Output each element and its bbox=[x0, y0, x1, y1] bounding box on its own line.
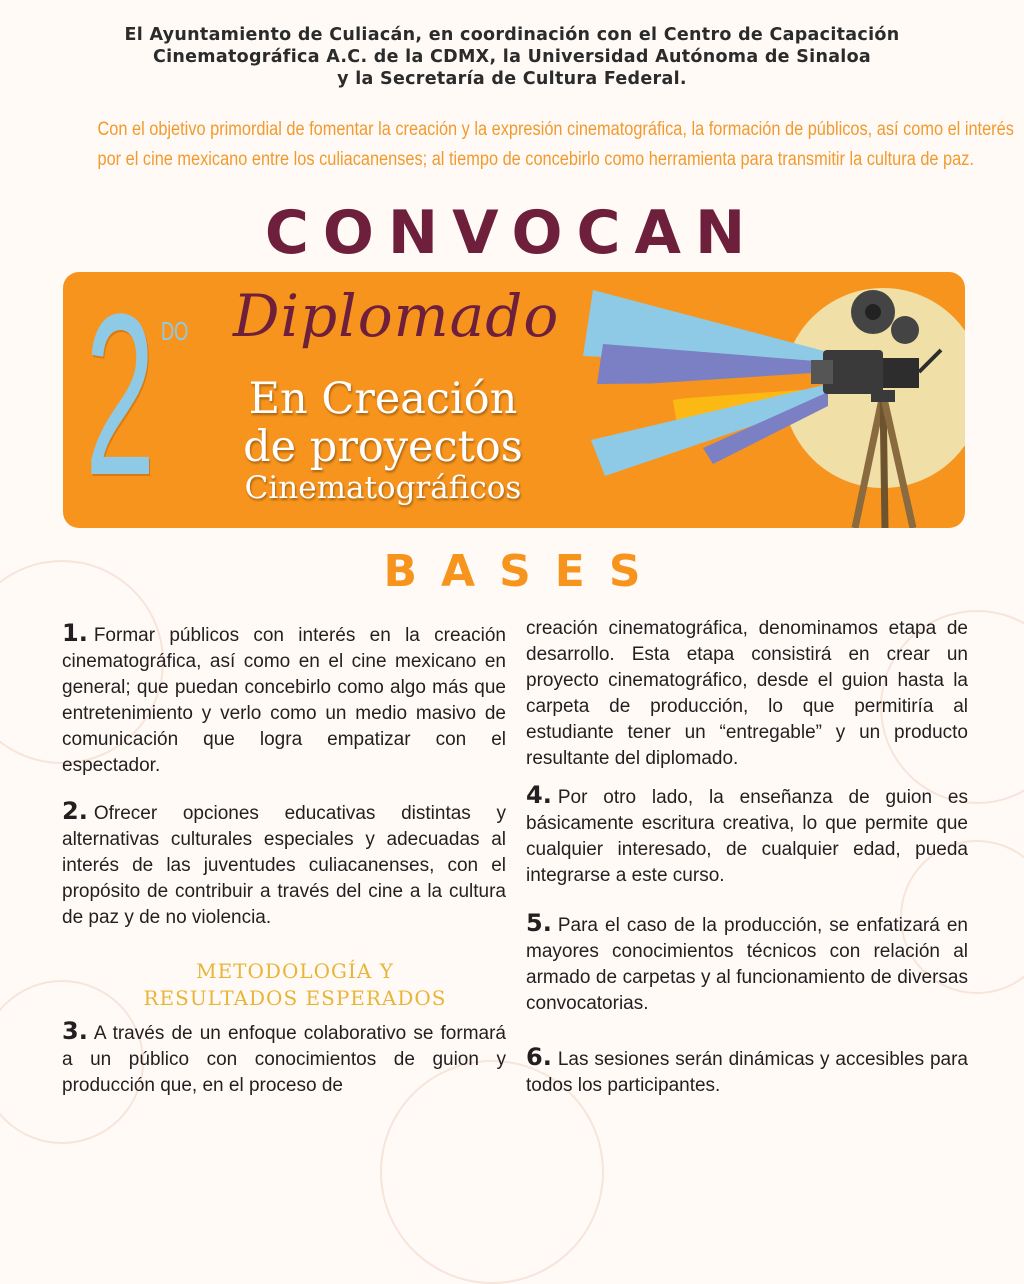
organizers-header bbox=[60, 24, 964, 90]
subhead-line: RESULTADOS ESPERADOS bbox=[143, 986, 447, 1010]
item-text: A través de un enfoque colaborativo se formará a un público con conocimientos de guion y producción que, en el proceso de bbox=[62, 1023, 506, 1096]
item-number: 1. bbox=[62, 619, 88, 647]
base-item-1 bbox=[62, 620, 506, 779]
subhead-line: METODOLOGÍA Y bbox=[196, 959, 394, 983]
objective-line: por el cine mexicano entre los culiacanenses; al tiempo de concebirlo como herramienta para transmitir la cultura de paz. bbox=[97, 149, 974, 170]
banner-line: Cinematográficos bbox=[244, 470, 522, 506]
header-line: Cinematográfica A.C. de la CDMX, la Universidad Autónoma de Sinaloa bbox=[152, 47, 872, 67]
edition-ordinal: DO bbox=[161, 316, 189, 346]
header-line: y la Secretaría de Cultura Federal. bbox=[337, 69, 687, 89]
item-number: 2. bbox=[62, 797, 88, 825]
banner-line: En Creación bbox=[248, 374, 518, 424]
item-number: 4. bbox=[526, 781, 552, 809]
base-item-5 bbox=[526, 910, 968, 1017]
item-text: Ofrecer opciones educativas distintas y alternativas culturales especiales y adecuadas al interés de las juventudes culiacanenses, con el propósito de contribuir a través del cine a la cultura de paz y de no violencia. bbox=[62, 803, 506, 928]
bases-title: BASES bbox=[383, 546, 665, 597]
diplomado-title: Diplomado bbox=[233, 282, 560, 350]
base-item-2 bbox=[62, 798, 506, 931]
objective-line: Con el objetivo primordial de fomentar la creación y la expresión cinematográfica, la formación de públicos, así como el interés bbox=[97, 119, 1014, 140]
base-item-6 bbox=[526, 1044, 968, 1099]
item-text: Por otro lado, la enseñanza de guion es básicamente escritura creativa, lo que permite que cualquier interesado, de cualquier edad, pueda integrarse a este curso. bbox=[526, 787, 968, 886]
objective-text bbox=[97, 115, 1014, 175]
base-item-3-continued bbox=[526, 616, 968, 772]
convocan-title: CONVOCAN bbox=[264, 198, 760, 268]
banner-line: de proyectos bbox=[243, 422, 523, 472]
item-text: Las sesiones serán dinámicas y accesibles para todos los participantes. bbox=[526, 1049, 968, 1096]
edition-number: 2 bbox=[85, 272, 156, 523]
item-number: 3. bbox=[62, 1017, 88, 1045]
item-number: 5. bbox=[526, 909, 552, 937]
item-number: 6. bbox=[526, 1043, 552, 1071]
methodology-subheading bbox=[60, 958, 530, 1012]
item-text: creación cinematográfica, denominamos etapa de desarrollo. Esta etapa consistirá en crear un proyecto cinematográfico, desde el guion hasta la carpeta de producción, lo que permitiría al estudiante tener un “entregable” y un producto resultante del diplomado. bbox=[526, 618, 968, 769]
diplomado-banner bbox=[63, 272, 965, 528]
base-item-3 bbox=[62, 1018, 506, 1099]
header-line: El Ayuntamiento de Culiacán, en coordinación con el Centro de Capacitación bbox=[124, 25, 900, 45]
item-text: Formar públicos con interés en la creación cinematográfica, así como en el cine mexicano en general; que puedan concebirlo como algo más que entretenimiento y verlo como un medio masivo de comunicación que logra empatizar con el espectador. bbox=[62, 625, 506, 776]
film-camera-illustration bbox=[583, 272, 965, 528]
base-item-4 bbox=[526, 782, 968, 889]
item-text: Para el caso de la producción, se enfatizará en mayores conocimientos técnicos con relación al armado de carpetas y al funcionamiento de diversas convocatorias. bbox=[526, 915, 968, 1014]
